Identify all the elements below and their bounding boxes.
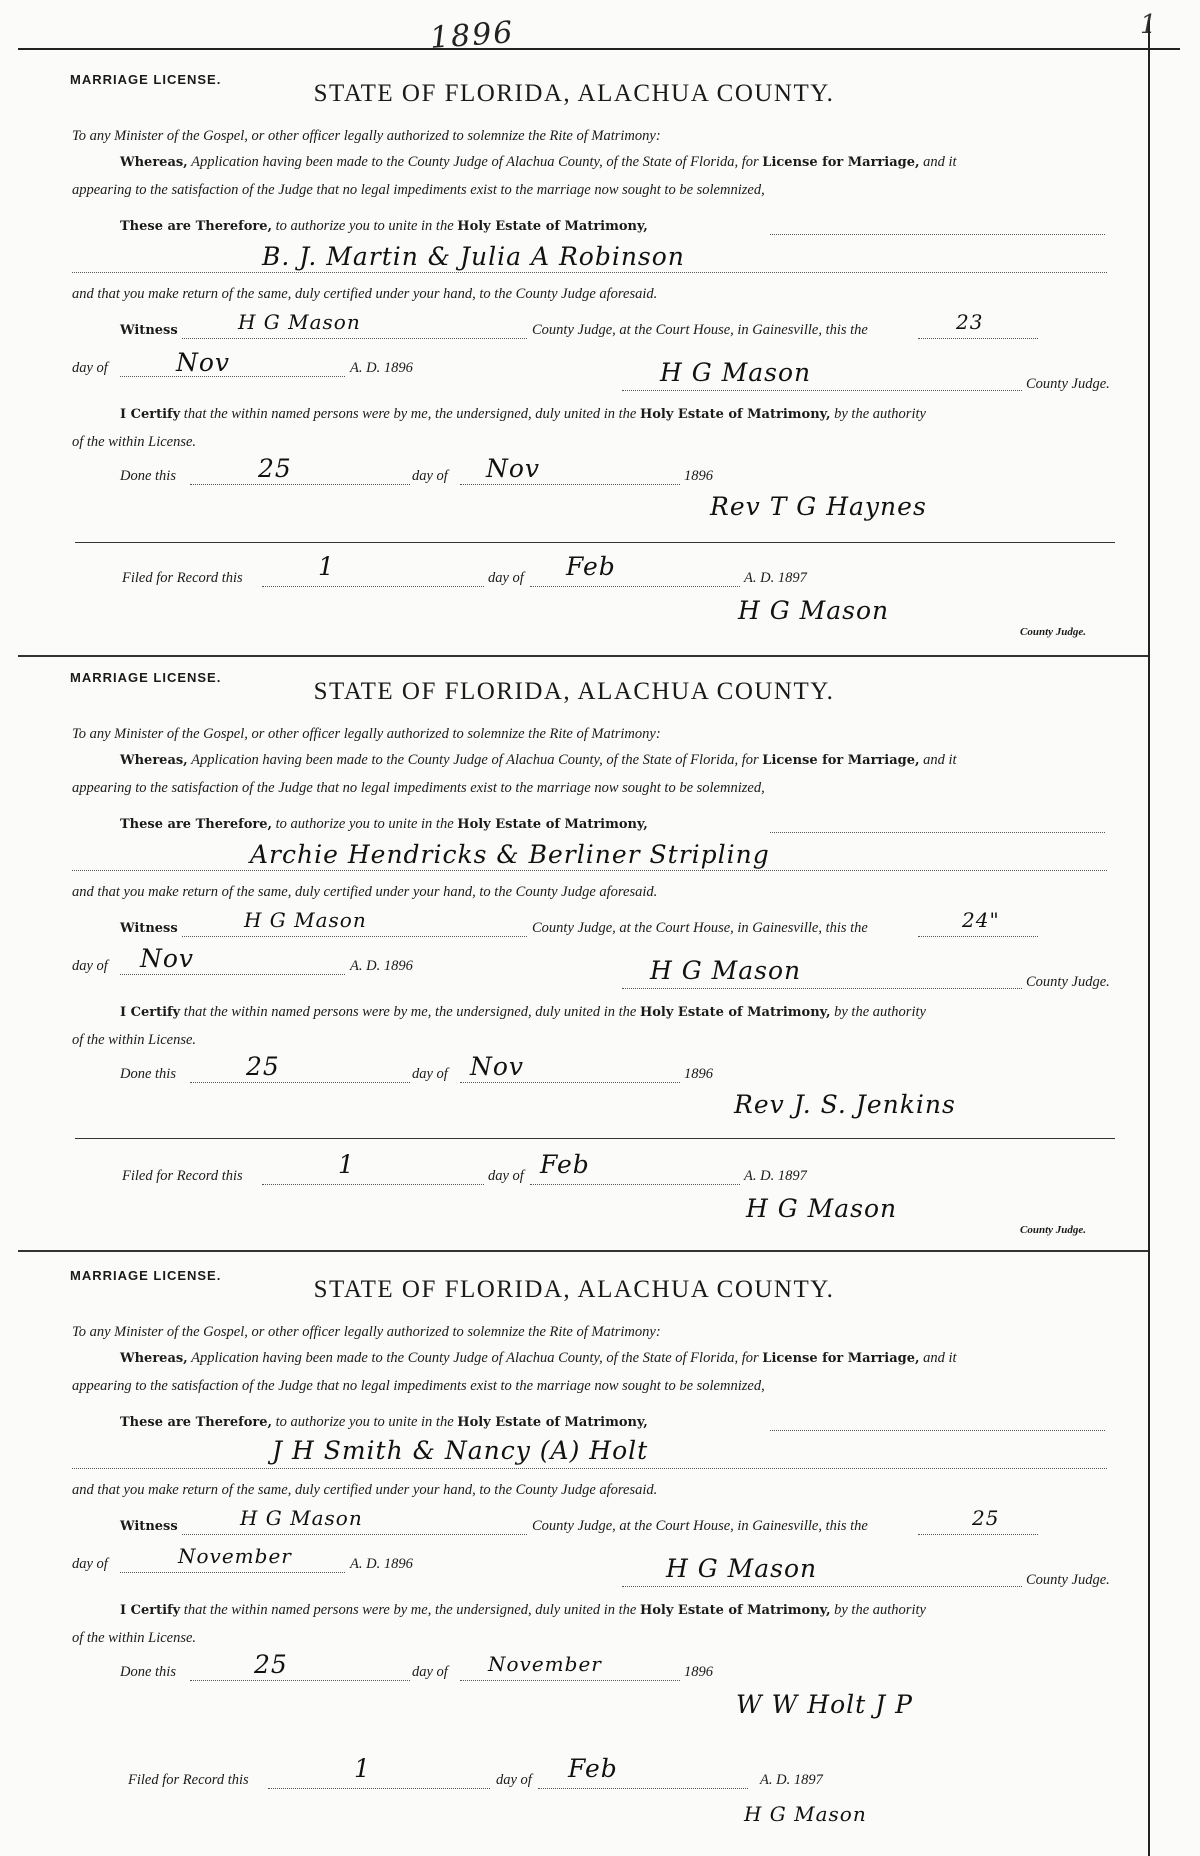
dotted-rule xyxy=(460,1082,680,1083)
appearing-line: appearing to the satisfaction of the Judge that no legal impediments exist to the marriage now sought to be solemnized, xyxy=(72,182,765,198)
section-separator xyxy=(18,655,1148,657)
filed-day-of-label: day of xyxy=(488,570,524,586)
filed-month: Feb xyxy=(540,1150,590,1179)
certify-line xyxy=(120,406,926,423)
dotted-rule xyxy=(262,586,484,587)
whereas-text: Application having been made to the County Judge of Alachua County, of the State of Florida, for xyxy=(191,752,759,768)
filed-month: Feb xyxy=(568,1754,618,1783)
filed-day: 1 xyxy=(354,1754,371,1783)
state-county-title: STATE OF FLORIDA, ALACHUA COUNTY. xyxy=(313,678,835,705)
party-names: J H Smith & Nancy (A) Holt xyxy=(272,1436,649,1465)
address-line: To any Minister of the Gospel, or other officer legally authorized to solemnize the Rite of Matrimony: xyxy=(72,128,661,144)
dotted-rule xyxy=(182,936,527,937)
and-it: and it xyxy=(923,752,957,768)
dotted-rule xyxy=(262,1184,484,1185)
issue-month: Nov xyxy=(176,348,231,377)
county-judge-small-label: County Judge. xyxy=(1020,626,1087,638)
county-judge-label: County Judge. xyxy=(1026,1572,1110,1588)
whereas-line xyxy=(120,1350,957,1367)
done-year-digit: 6 xyxy=(705,1664,713,1680)
done-day: 25 xyxy=(258,454,292,483)
authorize-text: to authorize you to unite in the xyxy=(275,816,454,832)
whereas-line xyxy=(120,752,957,769)
filed-signature: H G Mason xyxy=(738,596,890,625)
officiant-signature: Rev T G Haynes xyxy=(710,492,927,521)
filed-day: 1 xyxy=(318,552,335,581)
license-for-marriage: License for Marriage, xyxy=(762,1351,920,1366)
license-label: MARRIAGE LICENSE. xyxy=(70,670,222,685)
dotted-rule xyxy=(918,1534,1038,1535)
witness-word: Witness xyxy=(120,921,178,936)
filed-day-of-label: day of xyxy=(496,1772,532,1788)
dotted-rule xyxy=(268,1788,490,1789)
done-year-prefix: 189 xyxy=(684,1066,706,1082)
witness-judge-name: H G Mason xyxy=(240,1506,363,1530)
authorize-text: to authorize you to unite in the xyxy=(275,218,454,234)
dotted-rule xyxy=(918,936,1038,937)
signature-rule xyxy=(622,390,1022,391)
whereas-word: Whereas, xyxy=(120,155,188,170)
signature-rule xyxy=(622,1586,1022,1587)
whereas-text: Application having been made to the County Judge of Alachua County, of the State of Florida, for xyxy=(191,1350,759,1366)
authorize-line xyxy=(120,218,648,235)
filed-label: Filed for Record this xyxy=(122,1168,243,1184)
license-label: MARRIAGE LICENSE. xyxy=(70,72,222,87)
dotted-rule xyxy=(72,1468,1107,1469)
done-month: Nov xyxy=(486,454,541,483)
right-margin-rule xyxy=(1148,20,1150,1856)
certify-line xyxy=(120,1004,926,1021)
dotted-rule xyxy=(72,272,1107,273)
filed-ad-prefix: A. D. 189 xyxy=(760,1772,816,1788)
ad-label xyxy=(350,1556,413,1573)
court-house-text: County Judge, at the Court House, in Gainesville, this the xyxy=(532,1518,868,1534)
filed-year xyxy=(760,1772,823,1789)
judge-signature: H G Mason xyxy=(660,358,812,387)
these-are-therefore: These are Therefore, xyxy=(120,817,273,832)
holy-estate: Holy Estate of Matrimony, xyxy=(457,219,648,234)
issue-day: 23 xyxy=(956,310,984,334)
ad-prefix: A. D. 189 xyxy=(350,1556,406,1572)
done-this-label: Done this xyxy=(120,1664,176,1680)
dotted-rule xyxy=(190,1082,410,1083)
address-line: To any Minister of the Gospel, or other officer legally authorized to solemnize the Rite of Matrimony: xyxy=(72,1324,661,1340)
witness-label xyxy=(120,1518,178,1535)
certify-text: that the within named persons were by me, the undersigned, duly united in the xyxy=(183,406,637,422)
done-day-of-label: day of xyxy=(412,1066,448,1082)
filed-year-digit: 7 xyxy=(815,1772,823,1788)
dotted-rule xyxy=(460,484,680,485)
holy-estate-2: Holy Estate of Matrimony, xyxy=(639,1005,831,1020)
issue-day: 24" xyxy=(962,908,1000,932)
whereas-text: Application having been made to the County Judge of Alachua County, of the State of Florida, for xyxy=(191,154,759,170)
dotted-rule xyxy=(918,338,1038,339)
appearing-line: appearing to the satisfaction of the Judge that no legal impediments exist to the marriage now sought to be solemnized, xyxy=(72,1378,765,1394)
officiant-signature: Rev J. S. Jenkins xyxy=(734,1090,956,1119)
party-names: B. J. Martin & Julia A Robinson xyxy=(262,242,685,271)
done-year xyxy=(684,468,713,485)
i-certify: I Certify xyxy=(120,1603,181,1618)
done-month: November xyxy=(488,1652,602,1676)
day-of-label: day of xyxy=(72,1556,108,1572)
dotted-rule xyxy=(120,376,345,377)
court-house-text: County Judge, at the Court House, in Gainesville, this the xyxy=(532,322,868,338)
filed-year-digit: 7 xyxy=(799,1168,807,1184)
filed-year xyxy=(744,1168,807,1185)
dotted-rule xyxy=(182,1534,527,1535)
done-year-digit: 6 xyxy=(705,1066,713,1082)
witness-judge-name: H G Mason xyxy=(238,310,361,334)
filed-day-of-label: day of xyxy=(488,1168,524,1184)
witness-label xyxy=(120,920,178,937)
done-this-label: Done this xyxy=(120,468,176,484)
filed-divider xyxy=(75,542,1115,543)
filed-signature: H G Mason xyxy=(746,1194,898,1223)
whereas-word: Whereas, xyxy=(120,753,188,768)
done-year-prefix: 189 xyxy=(684,468,706,484)
dotted-rule xyxy=(72,870,1107,871)
these-are-therefore: These are Therefore, xyxy=(120,219,273,234)
issue-month: November xyxy=(178,1544,292,1568)
issue-year-digit: 6 xyxy=(405,958,413,974)
ad-label xyxy=(350,958,413,975)
judge-signature: H G Mason xyxy=(666,1554,818,1583)
issue-year-digit: 6 xyxy=(405,1556,413,1572)
dotted-rule xyxy=(120,974,345,975)
holy-estate-2: Holy Estate of Matrimony, xyxy=(639,1603,831,1618)
day-of-label: day of xyxy=(72,958,108,974)
i-certify: I Certify xyxy=(120,1005,181,1020)
witness-word: Witness xyxy=(120,1519,178,1534)
license-for-marriage: License for Marriage, xyxy=(762,155,920,170)
within-license: of the within License. xyxy=(72,434,197,450)
certify-line xyxy=(120,1602,926,1619)
and-it: and it xyxy=(923,154,957,170)
return-line: and that you make return of the same, duly certified under your hand, to the County Judge aforesaid. xyxy=(72,884,658,900)
officiant-signature: W W Holt J P xyxy=(736,1690,913,1719)
certify-text: that the within named persons were by me, the undersigned, duly united in the xyxy=(183,1602,637,1618)
by-authority: by the authority xyxy=(834,1602,926,1618)
witness-judge-name: H G Mason xyxy=(244,908,367,932)
court-house-text: County Judge, at the Court House, in Gainesville, this the xyxy=(532,920,868,936)
filed-year-digit: 7 xyxy=(799,570,807,586)
judge-signature: H G Mason xyxy=(650,956,802,985)
done-this-label: Done this xyxy=(120,1066,176,1082)
ad-label xyxy=(350,360,413,377)
page-number: 1 xyxy=(1140,10,1157,40)
dotted-rule xyxy=(530,1184,740,1185)
authorize-text: to authorize you to unite in the xyxy=(275,1414,454,1430)
top-rule xyxy=(18,48,1180,50)
return-line: and that you make return of the same, duly certified under your hand, to the County Judge aforesaid. xyxy=(72,286,658,302)
and-it: and it xyxy=(923,1350,957,1366)
county-judge-label: County Judge. xyxy=(1026,974,1110,990)
filed-divider xyxy=(75,1138,1115,1139)
dotted-rule xyxy=(182,338,527,339)
issue-day: 25 xyxy=(972,1506,1000,1530)
i-certify: I Certify xyxy=(120,407,181,422)
whereas-line xyxy=(120,154,957,171)
section-separator xyxy=(18,1250,1148,1252)
done-year-prefix: 189 xyxy=(684,1664,706,1680)
done-day-of-label: day of xyxy=(412,1664,448,1680)
whereas-word: Whereas, xyxy=(120,1351,188,1366)
return-line: and that you make return of the same, duly certified under your hand, to the County Judge aforesaid. xyxy=(72,1482,658,1498)
by-authority: by the authority xyxy=(834,1004,926,1020)
by-authority: by the authority xyxy=(834,406,926,422)
authorize-line xyxy=(120,1414,648,1431)
holy-estate: Holy Estate of Matrimony, xyxy=(457,1415,648,1430)
signature-rule xyxy=(622,988,1022,989)
done-year xyxy=(684,1664,713,1681)
within-license: of the within License. xyxy=(72,1630,197,1646)
issue-month: Nov xyxy=(140,944,195,973)
filed-label: Filed for Record this xyxy=(128,1772,249,1788)
dotted-rule xyxy=(770,234,1105,235)
dotted-rule xyxy=(190,1680,410,1681)
filed-year xyxy=(744,570,807,587)
ad-prefix: A. D. 189 xyxy=(350,958,406,974)
dotted-rule xyxy=(190,484,410,485)
witness-word: Witness xyxy=(120,323,178,338)
filed-month: Feb xyxy=(566,552,616,581)
address-line: To any Minister of the Gospel, or other officer legally authorized to solemnize the Rite of Matrimony: xyxy=(72,726,661,742)
filed-label: Filed for Record this xyxy=(122,570,243,586)
state-county-title: STATE OF FLORIDA, ALACHUA COUNTY. xyxy=(313,80,835,107)
done-year-digit: 6 xyxy=(705,468,713,484)
party-names: Archie Hendricks & Berliner Stripling xyxy=(250,840,770,869)
these-are-therefore: These are Therefore, xyxy=(120,1415,273,1430)
filed-ad-prefix: A. D. 189 xyxy=(744,570,800,586)
license-label: MARRIAGE LICENSE. xyxy=(70,1268,222,1283)
witness-label xyxy=(120,322,178,339)
certify-text: that the within named persons were by me, the undersigned, duly united in the xyxy=(183,1004,637,1020)
county-judge-label: County Judge. xyxy=(1026,376,1110,392)
done-year xyxy=(684,1066,713,1083)
done-day: 25 xyxy=(246,1052,280,1081)
appearing-line: appearing to the satisfaction of the Judge that no legal impediments exist to the marriage now sought to be solemnized, xyxy=(72,780,765,796)
dotted-rule xyxy=(120,1572,345,1573)
filed-signature: H G Mason xyxy=(744,1802,867,1826)
county-judge-small-label: County Judge. xyxy=(1020,1224,1087,1236)
dotted-rule xyxy=(538,1788,748,1789)
within-license: of the within License. xyxy=(72,1032,197,1048)
state-county-title: STATE OF FLORIDA, ALACHUA COUNTY. xyxy=(313,1276,835,1303)
filed-day: 1 xyxy=(338,1150,355,1179)
holy-estate-2: Holy Estate of Matrimony, xyxy=(639,407,831,422)
dotted-rule xyxy=(770,832,1105,833)
done-month: Nov xyxy=(470,1052,525,1081)
filed-ad-prefix: A. D. 189 xyxy=(744,1168,800,1184)
holy-estate: Holy Estate of Matrimony, xyxy=(457,817,648,832)
page-year: 1896 xyxy=(428,15,516,56)
issue-year-digit: 6 xyxy=(405,360,413,376)
done-day-of-label: day of xyxy=(412,468,448,484)
dotted-rule xyxy=(460,1680,680,1681)
done-day: 25 xyxy=(254,1650,288,1679)
license-for-marriage: License for Marriage, xyxy=(762,753,920,768)
dotted-rule xyxy=(770,1430,1105,1431)
dotted-rule xyxy=(530,586,740,587)
authorize-line xyxy=(120,816,648,833)
ad-prefix: A. D. 189 xyxy=(350,360,406,376)
day-of-label: day of xyxy=(72,360,108,376)
